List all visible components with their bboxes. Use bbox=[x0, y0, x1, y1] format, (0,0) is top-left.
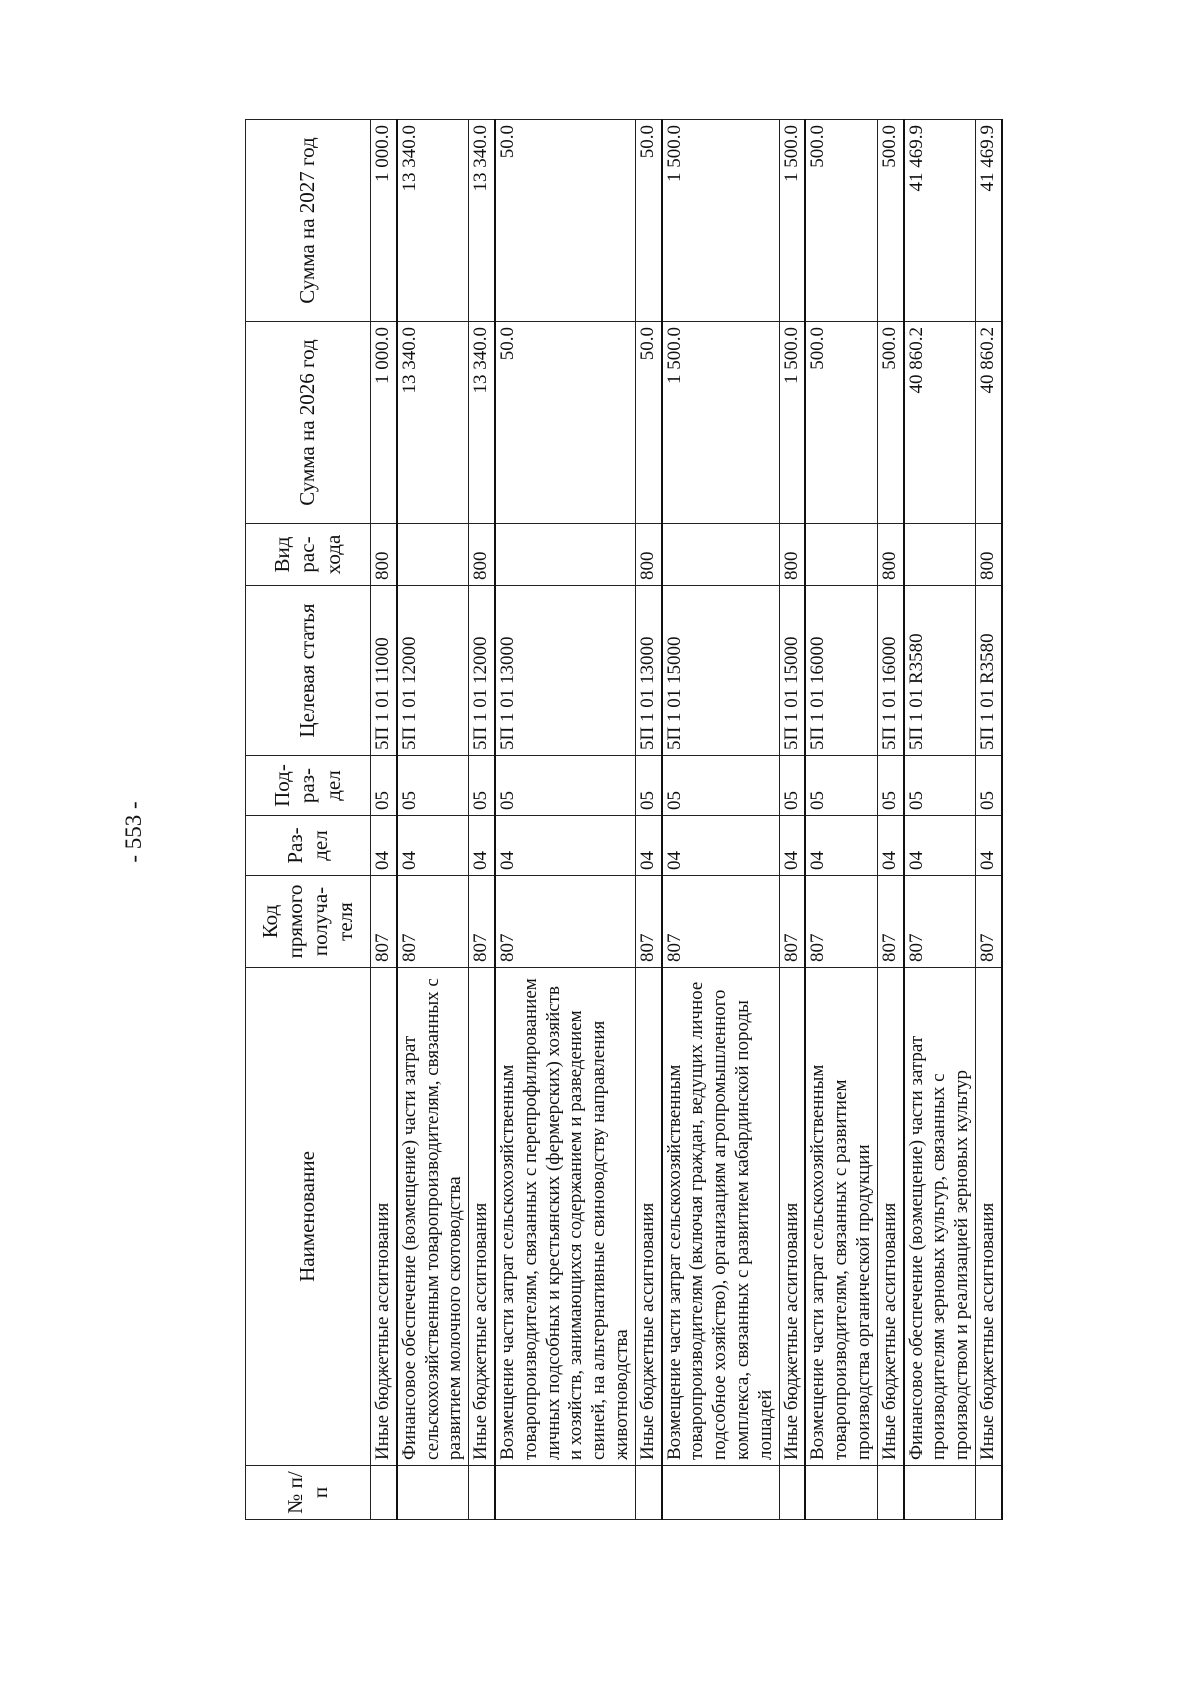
header-target-article: Целевая статья bbox=[246, 586, 371, 756]
cell-sum-2026: 13 340.0 bbox=[469, 322, 495, 524]
cell-subsection: 05 bbox=[877, 756, 903, 816]
cell-sum-2027: 500.0 bbox=[805, 120, 877, 322]
cell-expense-type: 800 bbox=[635, 524, 661, 586]
cell-expense-type bbox=[904, 524, 976, 586]
cell-subsection: 05 bbox=[469, 756, 495, 816]
cell-target-article: 5П 1 01 13000 bbox=[635, 586, 661, 756]
cell-recipient-code: 807 bbox=[397, 876, 469, 968]
cell-recipient-code: 807 bbox=[805, 876, 877, 968]
table-row bbox=[495, 120, 635, 1520]
cell-num bbox=[635, 1466, 661, 1520]
cell-subsection: 05 bbox=[904, 756, 976, 816]
cell-section: 04 bbox=[975, 816, 1001, 876]
cell-section: 04 bbox=[805, 816, 877, 876]
cell-expense-type: 800 bbox=[469, 524, 495, 586]
cell-recipient-code: 807 bbox=[877, 876, 903, 968]
cell-sum-2027: 50.0 bbox=[495, 120, 635, 322]
cell-sum-2026: 50.0 bbox=[495, 322, 635, 524]
header-subsection: Под-раз-дел bbox=[246, 756, 371, 816]
header-num: № п/п bbox=[246, 1466, 371, 1520]
cell-name: Иные бюджетные ассигнования bbox=[371, 968, 397, 1466]
cell-section: 04 bbox=[877, 816, 903, 876]
table-row bbox=[469, 120, 495, 1520]
cell-expense-type bbox=[805, 524, 877, 586]
cell-subsection: 05 bbox=[805, 756, 877, 816]
table-row bbox=[975, 120, 1001, 1520]
cell-num bbox=[805, 1466, 877, 1520]
cell-name: Иные бюджетные ассигнования bbox=[877, 968, 903, 1466]
cell-target-article: 5П 1 01 15000 bbox=[662, 586, 779, 756]
budget-table bbox=[245, 119, 1003, 1520]
cell-recipient-code: 807 bbox=[371, 876, 397, 968]
cell-sum-2027: 1 000.0 bbox=[371, 120, 397, 322]
cell-num bbox=[495, 1466, 635, 1520]
cell-target-article: 5П 1 01 12000 bbox=[469, 586, 495, 756]
cell-sum-2026: 1 500.0 bbox=[779, 322, 805, 524]
cell-sum-2026: 1 500.0 bbox=[662, 322, 779, 524]
cell-sum-2026: 13 340.0 bbox=[397, 322, 469, 524]
cell-recipient-code: 807 bbox=[975, 876, 1001, 968]
cell-name: Возмещение части затрат сельскохозяйственным товаропроизводителям, связанных с перепрофилированием личных подсобных и крестьянских (фермерских) хозяйств и хозяйств, занимающихся содержанием и разведением свиней, на альтернативные свиноводству направления животноводства bbox=[495, 968, 635, 1466]
cell-num bbox=[877, 1466, 903, 1520]
cell-expense-type bbox=[662, 524, 779, 586]
cell-recipient-code: 807 bbox=[779, 876, 805, 968]
table-row bbox=[877, 120, 903, 1520]
cell-sum-2027: 1 500.0 bbox=[779, 120, 805, 322]
page-number: - 553 - bbox=[121, 801, 146, 863]
header-name: Наименование bbox=[246, 968, 371, 1466]
table-row bbox=[635, 120, 661, 1520]
cell-subsection: 05 bbox=[662, 756, 779, 816]
cell-sum-2027: 41 469.9 bbox=[904, 120, 976, 322]
cell-sum-2026: 500.0 bbox=[805, 322, 877, 524]
cell-num bbox=[397, 1466, 469, 1520]
cell-recipient-code: 807 bbox=[662, 876, 779, 968]
cell-expense-type: 800 bbox=[877, 524, 903, 586]
cell-subsection: 05 bbox=[495, 756, 635, 816]
cell-name: Возмещение части затрат сельскохозяйственным товаропроизводителям, связанных с развитием производства органической продукции bbox=[805, 968, 877, 1466]
cell-name: Иные бюджетные ассигнования bbox=[469, 968, 495, 1466]
cell-subsection: 05 bbox=[975, 756, 1001, 816]
cell-section: 04 bbox=[662, 816, 779, 876]
cell-target-article: 5П 1 01 R3580 bbox=[975, 586, 1001, 756]
header-expense-type: Вид рас-хода bbox=[246, 524, 371, 586]
table-row bbox=[397, 120, 469, 1520]
cell-sum-2026: 500.0 bbox=[877, 322, 903, 524]
cell-name: Финансовое обеспечение (возмещение) части затрат сельскохозяйственным товаропроизводителям, связанных с развитием молочного скотоводства bbox=[397, 968, 469, 1466]
cell-recipient-code: 807 bbox=[904, 876, 976, 968]
cell-name: Финансовое обеспечение (возмещение) части затрат производителям зерновых культур, связанных с производством и реализацией зерновых культур bbox=[904, 968, 976, 1466]
cell-sum-2027: 500.0 bbox=[877, 120, 903, 322]
cell-name: Иные бюджетные ассигнования bbox=[635, 968, 661, 1466]
cell-subsection: 05 bbox=[779, 756, 805, 816]
cell-name: Возмещение части затрат сельскохозяйственным товаропроизводителям (включая граждан, ведущих личное подсобное хозяйство), организациям агропромышленного комплекса, связанных с развитием кабардинской породы лошадей bbox=[662, 968, 779, 1466]
cell-num bbox=[779, 1466, 805, 1520]
cell-sum-2027: 13 340.0 bbox=[397, 120, 469, 322]
cell-num bbox=[904, 1466, 976, 1520]
cell-section: 04 bbox=[635, 816, 661, 876]
table-row bbox=[779, 120, 805, 1520]
cell-expense-type: 800 bbox=[779, 524, 805, 586]
table-header-row bbox=[246, 120, 371, 1520]
table-row bbox=[371, 120, 397, 1520]
header-sum-2027: Сумма на 2027 год bbox=[246, 120, 371, 322]
cell-sum-2026: 50.0 bbox=[635, 322, 661, 524]
cell-subsection: 05 bbox=[397, 756, 469, 816]
header-recipient-code: Код прямого получа-теля bbox=[246, 876, 371, 968]
cell-num bbox=[469, 1466, 495, 1520]
cell-num bbox=[371, 1466, 397, 1520]
cell-recipient-code: 807 bbox=[635, 876, 661, 968]
cell-target-article: 5П 1 01 12000 bbox=[397, 586, 469, 756]
header-section: Раз-дел bbox=[246, 816, 371, 876]
cell-num bbox=[975, 1466, 1001, 1520]
cell-target-article: 5П 1 01 11000 bbox=[371, 586, 397, 756]
cell-sum-2026: 40 860.2 bbox=[904, 322, 976, 524]
cell-recipient-code: 807 bbox=[495, 876, 635, 968]
cell-recipient-code: 807 bbox=[469, 876, 495, 968]
cell-target-article: 5П 1 01 16000 bbox=[877, 586, 903, 756]
cell-sum-2027: 1 500.0 bbox=[662, 120, 779, 322]
cell-sum-2027: 41 469.9 bbox=[975, 120, 1001, 322]
cell-section: 04 bbox=[904, 816, 976, 876]
cell-sum-2027: 13 340.0 bbox=[469, 120, 495, 322]
cell-name: Иные бюджетные ассигнования bbox=[975, 968, 1001, 1466]
cell-sum-2026: 40 860.2 bbox=[975, 322, 1001, 524]
cell-sum-2026: 1 000.0 bbox=[371, 322, 397, 524]
cell-subsection: 05 bbox=[371, 756, 397, 816]
cell-expense-type bbox=[397, 524, 469, 586]
cell-expense-type bbox=[495, 524, 635, 586]
cell-section: 04 bbox=[495, 816, 635, 876]
table-row bbox=[662, 120, 779, 1520]
table-body bbox=[371, 120, 1002, 1520]
cell-section: 04 bbox=[397, 816, 469, 876]
cell-section: 04 bbox=[469, 816, 495, 876]
cell-name: Иные бюджетные ассигнования bbox=[779, 968, 805, 1466]
cell-target-article: 5П 1 01 13000 bbox=[495, 586, 635, 756]
cell-target-article: 5П 1 01 15000 bbox=[779, 586, 805, 756]
cell-section: 04 bbox=[779, 816, 805, 876]
header-sum-2026: Сумма на 2026 год bbox=[246, 322, 371, 524]
cell-section: 04 bbox=[371, 816, 397, 876]
cell-sum-2027: 50.0 bbox=[635, 120, 661, 322]
cell-expense-type: 800 bbox=[975, 524, 1001, 586]
table-row bbox=[805, 120, 877, 1520]
table-row bbox=[904, 120, 976, 1520]
cell-expense-type: 800 bbox=[371, 524, 397, 586]
rotated-table-wrapper bbox=[245, 120, 1035, 1520]
cell-target-article: 5П 1 01 R3580 bbox=[904, 586, 976, 756]
cell-subsection: 05 bbox=[635, 756, 661, 816]
cell-target-article: 5П 1 01 16000 bbox=[805, 586, 877, 756]
cell-num bbox=[662, 1466, 779, 1520]
